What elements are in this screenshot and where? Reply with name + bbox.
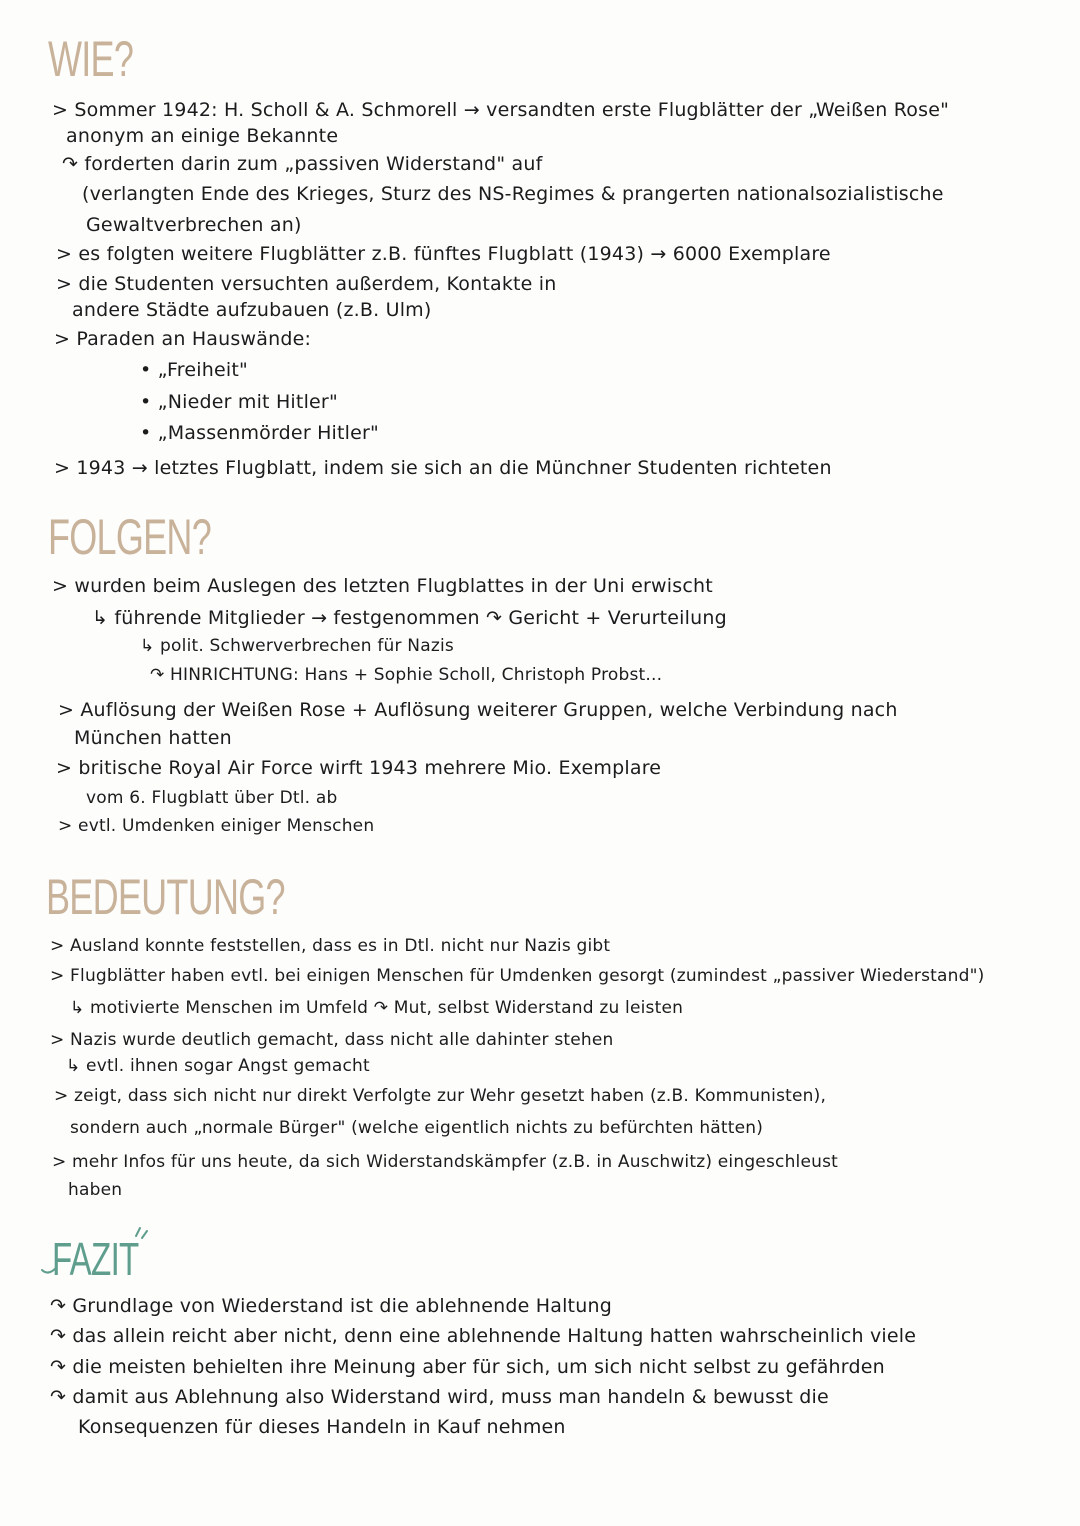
wie-slogan-2: • „Nieder mit Hitler" [140, 391, 338, 413]
wie-line-8: andere Städte aufzubauen (z.B. Ulm) [72, 299, 432, 321]
wie-line-2: anonym an einige Bekannte [66, 125, 339, 147]
bedeutung-line-9: haben [68, 1180, 123, 1200]
wie-line-13: > 1943 → letztes Flugblatt, indem sie sich an die Münchner Studenten richteten [54, 457, 832, 479]
fazit-line-5: Konsequenzen für dieses Handeln in Kauf nehmen [78, 1416, 566, 1438]
wie-line-4: (verlangten Ende des Krieges, Sturz des NS-Regimes & prangerten nationalsozialistische [82, 183, 944, 205]
heading-folgen: FOLGEN? [48, 509, 212, 565]
fazit-line-4: ↷ damit aus Ablehnung also Widerstand wird, muss man handeln & bewusst die [50, 1386, 829, 1408]
wie-line-6: > es folgten weitere Flugblätter z.B. fünftes Flugblatt (1943) → 6000 Exemplare [56, 243, 831, 265]
fazit-line-2: ↷ das allein reicht aber nicht, denn eine ablehnende Haltung hatten wahrscheinlich viele [50, 1325, 917, 1347]
bedeutung-line-3: ↳ motivierte Menschen im Umfeld ↷ Mut, selbst Widerstand zu leisten [70, 998, 684, 1018]
folgen-line-9: > evtl. Umdenken einiger Menschen [58, 816, 375, 836]
bedeutung-line-6: > zeigt, dass sich nicht nur direkt Verfolgte zur Wehr gesetzt haben (z.B. Kommunisten), [54, 1086, 827, 1106]
swoosh-icon [40, 1262, 60, 1278]
folgen-line-5: > Auflösung der Weißen Rose + Auflösung weiterer Gruppen, welche Verbindung nach [58, 699, 898, 721]
bedeutung-line-8: > mehr Infos für uns heute, da sich Widerstandskämpfer (z.B. in Auschwitz) eingeschleust [52, 1152, 839, 1172]
wie-line-9: > Paraden an Hauswände: [54, 328, 312, 350]
bedeutung-line-7: sondern auch „normale Bürger" (welche eigentlich nichts zu befürchten hätten) [70, 1118, 764, 1138]
heading-bedeutung: BEDEUTUNG? [46, 869, 285, 925]
folgen-line-1: > wurden beim Auslegen des letzten Flugblattes in der Uni erwischt [52, 575, 713, 597]
wie-line-3: ↷ forderten darin zum „passiven Widerstand" auf [62, 153, 543, 175]
folgen-line-7: > britische Royal Air Force wirft 1943 mehrere Mio. Exemplare [56, 757, 662, 779]
bedeutung-line-2: > Flugblätter haben evtl. bei einigen Menschen für Umdenken gesorgt (zumindest „passiver Wiederstand") [50, 966, 985, 986]
bedeutung-line-1: > Ausland konnte feststellen, dass es in Dtl. nicht nur Nazis gibt [50, 936, 611, 956]
heading-wie: WIE? [48, 31, 134, 87]
folgen-line-6: München hatten [74, 727, 232, 749]
wie-slogan-1: • „Freiheit" [140, 359, 248, 381]
wie-slogan-3: • „Massenmörder Hitler" [140, 422, 380, 444]
bedeutung-line-4: > Nazis wurde deutlich gemacht, dass nicht alle dahinter stehen [50, 1030, 614, 1050]
wie-line-7: > die Studenten versuchten außerdem, Kontakte in [56, 273, 557, 295]
heading-fazit: FAZIT [52, 1233, 139, 1285]
bedeutung-line-5: ↳ evtl. ihnen sogar Angst gemacht [66, 1056, 370, 1076]
fazit-line-1: ↷ Grundlage von Wiederstand ist die ablehnende Haltung [50, 1295, 612, 1317]
folgen-line-2: ↳ führende Mitglieder → festgenommen ↷ Gericht + Verurteilung [92, 607, 727, 629]
wie-line-5: Gewaltverbrechen an) [86, 214, 302, 236]
folgen-line-3: ↳ polit. Schwerverbrechen für Nazis [140, 636, 454, 656]
fazit-line-3: ↷ die meisten behielten ihre Meinung aber für sich, um sich nicht selbst zu gefährden [50, 1356, 885, 1378]
folgen-line-8: vom 6. Flugblatt über Dtl. ab [86, 788, 338, 808]
wie-line-1: > Sommer 1942: H. Scholl & A. Schmorell → versandten erste Flugblätter der „Weißen Rose" [52, 99, 950, 121]
folgen-line-4: ↷ HINRICHTUNG: Hans + Sophie Scholl, Christoph Probst... [150, 665, 663, 685]
